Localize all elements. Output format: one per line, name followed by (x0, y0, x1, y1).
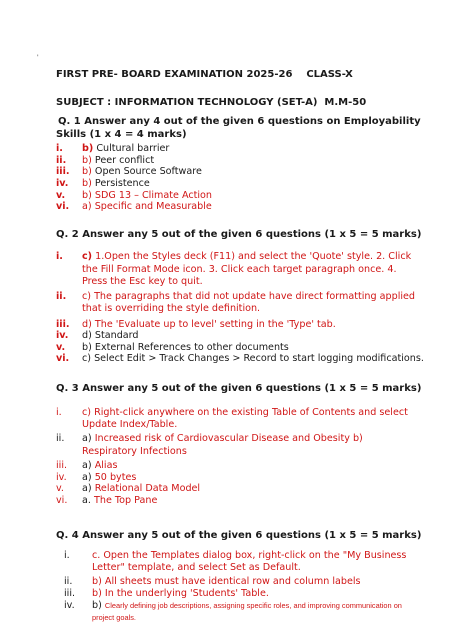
exam-title: FIRST PRE- BOARD EXAMINATION 2025-26 CLASS-X (56, 69, 353, 80)
q2-item-num: iii. (56, 319, 70, 330)
q2-item-answer: c) Select Edit > Track Changes > Record to start logging modifications. (82, 353, 424, 364)
q2-item-answer: d) The 'Evaluate up to level' setting in the 'Type' tab. (82, 319, 336, 330)
q2-item-num: i. (56, 251, 63, 262)
q4-item-answer: b) All sheets must have identical row and column labels (92, 576, 361, 587)
q3-item-answer: a. The Top Pane (82, 495, 158, 506)
q2-item-answer-cont: that is overriding the style definition. (82, 303, 261, 314)
q4-item-answer-cont: project goals. (92, 613, 136, 622)
q2-item-num: vi. (56, 353, 70, 364)
q3-heading: Q. 3 Answer any 5 out of the given 6 questions (1 x 5 = 5 marks) (56, 383, 422, 394)
q1-item-num: vi. (56, 201, 70, 212)
q2-item-answer: c) 1.Open the Styles deck (F11) and select the 'Quote' style. 2. Click (82, 251, 412, 262)
subject-line: SUBJECT : INFORMATION TECHNOLOGY (SET-A) M.M-50 (56, 97, 367, 108)
q3-item-num: iv. (56, 472, 67, 483)
q4-heading: Q. 4 Answer any 5 out of the given 6 questions (1 x 5 = 5 marks) (56, 530, 422, 541)
q1-heading-cont: Skills (1 x 4 = 4 marks) (56, 129, 187, 140)
q4-item-answer: c. Open the Templates dialog box, right-click on the "My Business (92, 550, 407, 561)
q1-item-num: iii. (56, 166, 70, 177)
q3-item-num: iii. (56, 460, 68, 471)
q1-item-answer: b) Persistence (82, 178, 150, 189)
q4-item-answer-cont: Letter" template, and select Set as Default. (92, 562, 301, 573)
q2-item-num: iv. (56, 330, 69, 341)
q3-item-answer: a) Relational Data Model (82, 483, 201, 494)
q2-heading: Q. 2 Answer any 5 out of the given 6 questions (1 x 5 = 5 marks) (56, 229, 422, 240)
q2-item-answer: d) Standard (82, 330, 139, 341)
q2-item-answer-cont: the Fill Format Mode icon. 3. Click each target paragraph once. 4. (82, 264, 397, 275)
q3-item-answer: a) Increased risk of Cardiovascular Disease and Obesity b) (82, 433, 363, 444)
q4-item-answer: b) In the underlying 'Students' Table. (92, 588, 269, 599)
q3-item-answer: c) Right-click anywhere on the existing Table of Contents and select (82, 407, 408, 418)
q1-item-answer: b) Peer conflict (82, 155, 155, 166)
q4-item-num: iii. (64, 588, 76, 599)
q1-item-answer: b) Open Source Software (82, 166, 202, 177)
q4-item-num: i. (64, 550, 70, 561)
q1-item-answer: b) Cultural barrier (82, 143, 170, 154)
max-marks: M.M-50 (324, 97, 367, 108)
q2-item-answer: c) The paragraphs that did not update have direct formatting applied (82, 291, 416, 302)
q1-item-answer: a) Specific and Measurable (82, 201, 212, 212)
q2-item-answer-cont: Press the Esc key to quit. (82, 276, 203, 287)
q2-item-answer: b) External References to other documents (82, 342, 289, 353)
q3-item-answer: a) 50 bytes (82, 472, 137, 483)
q2-item-num: v. (56, 342, 66, 353)
q3-item-answer-cont: Update Index/Table. (82, 419, 178, 430)
q1-item-answer: b) SDG 13 – Climate Action (82, 190, 212, 201)
q4-item-num: iv. (64, 600, 75, 611)
q3-item-num: vi. (56, 495, 68, 506)
q3-item-num: i. (56, 407, 62, 418)
q3-item-answer-cont: Respiratory Infections (82, 446, 187, 457)
q1-heading: Q. 1 Answer any 4 out of the given 6 questions on Employability (58, 116, 421, 127)
class-label: CLASS-X (306, 69, 353, 80)
q2-item-num: ii. (56, 291, 67, 302)
q4-item-answer: b) Clearly defining job descriptions, assigning specific roles, and improving communication on (92, 600, 402, 611)
q1-item-num: v. (56, 190, 66, 201)
q3-item-num: ii. (56, 433, 65, 444)
q4-item-num: ii. (64, 576, 73, 587)
q3-item-answer: a) Alias (82, 460, 118, 471)
q1-item-num: ii. (56, 155, 67, 166)
q1-item-num: iv. (56, 178, 69, 189)
stray-dot: ' (37, 54, 39, 61)
q3-item-num: v. (56, 483, 64, 494)
q1-item-num: i. (56, 143, 63, 154)
